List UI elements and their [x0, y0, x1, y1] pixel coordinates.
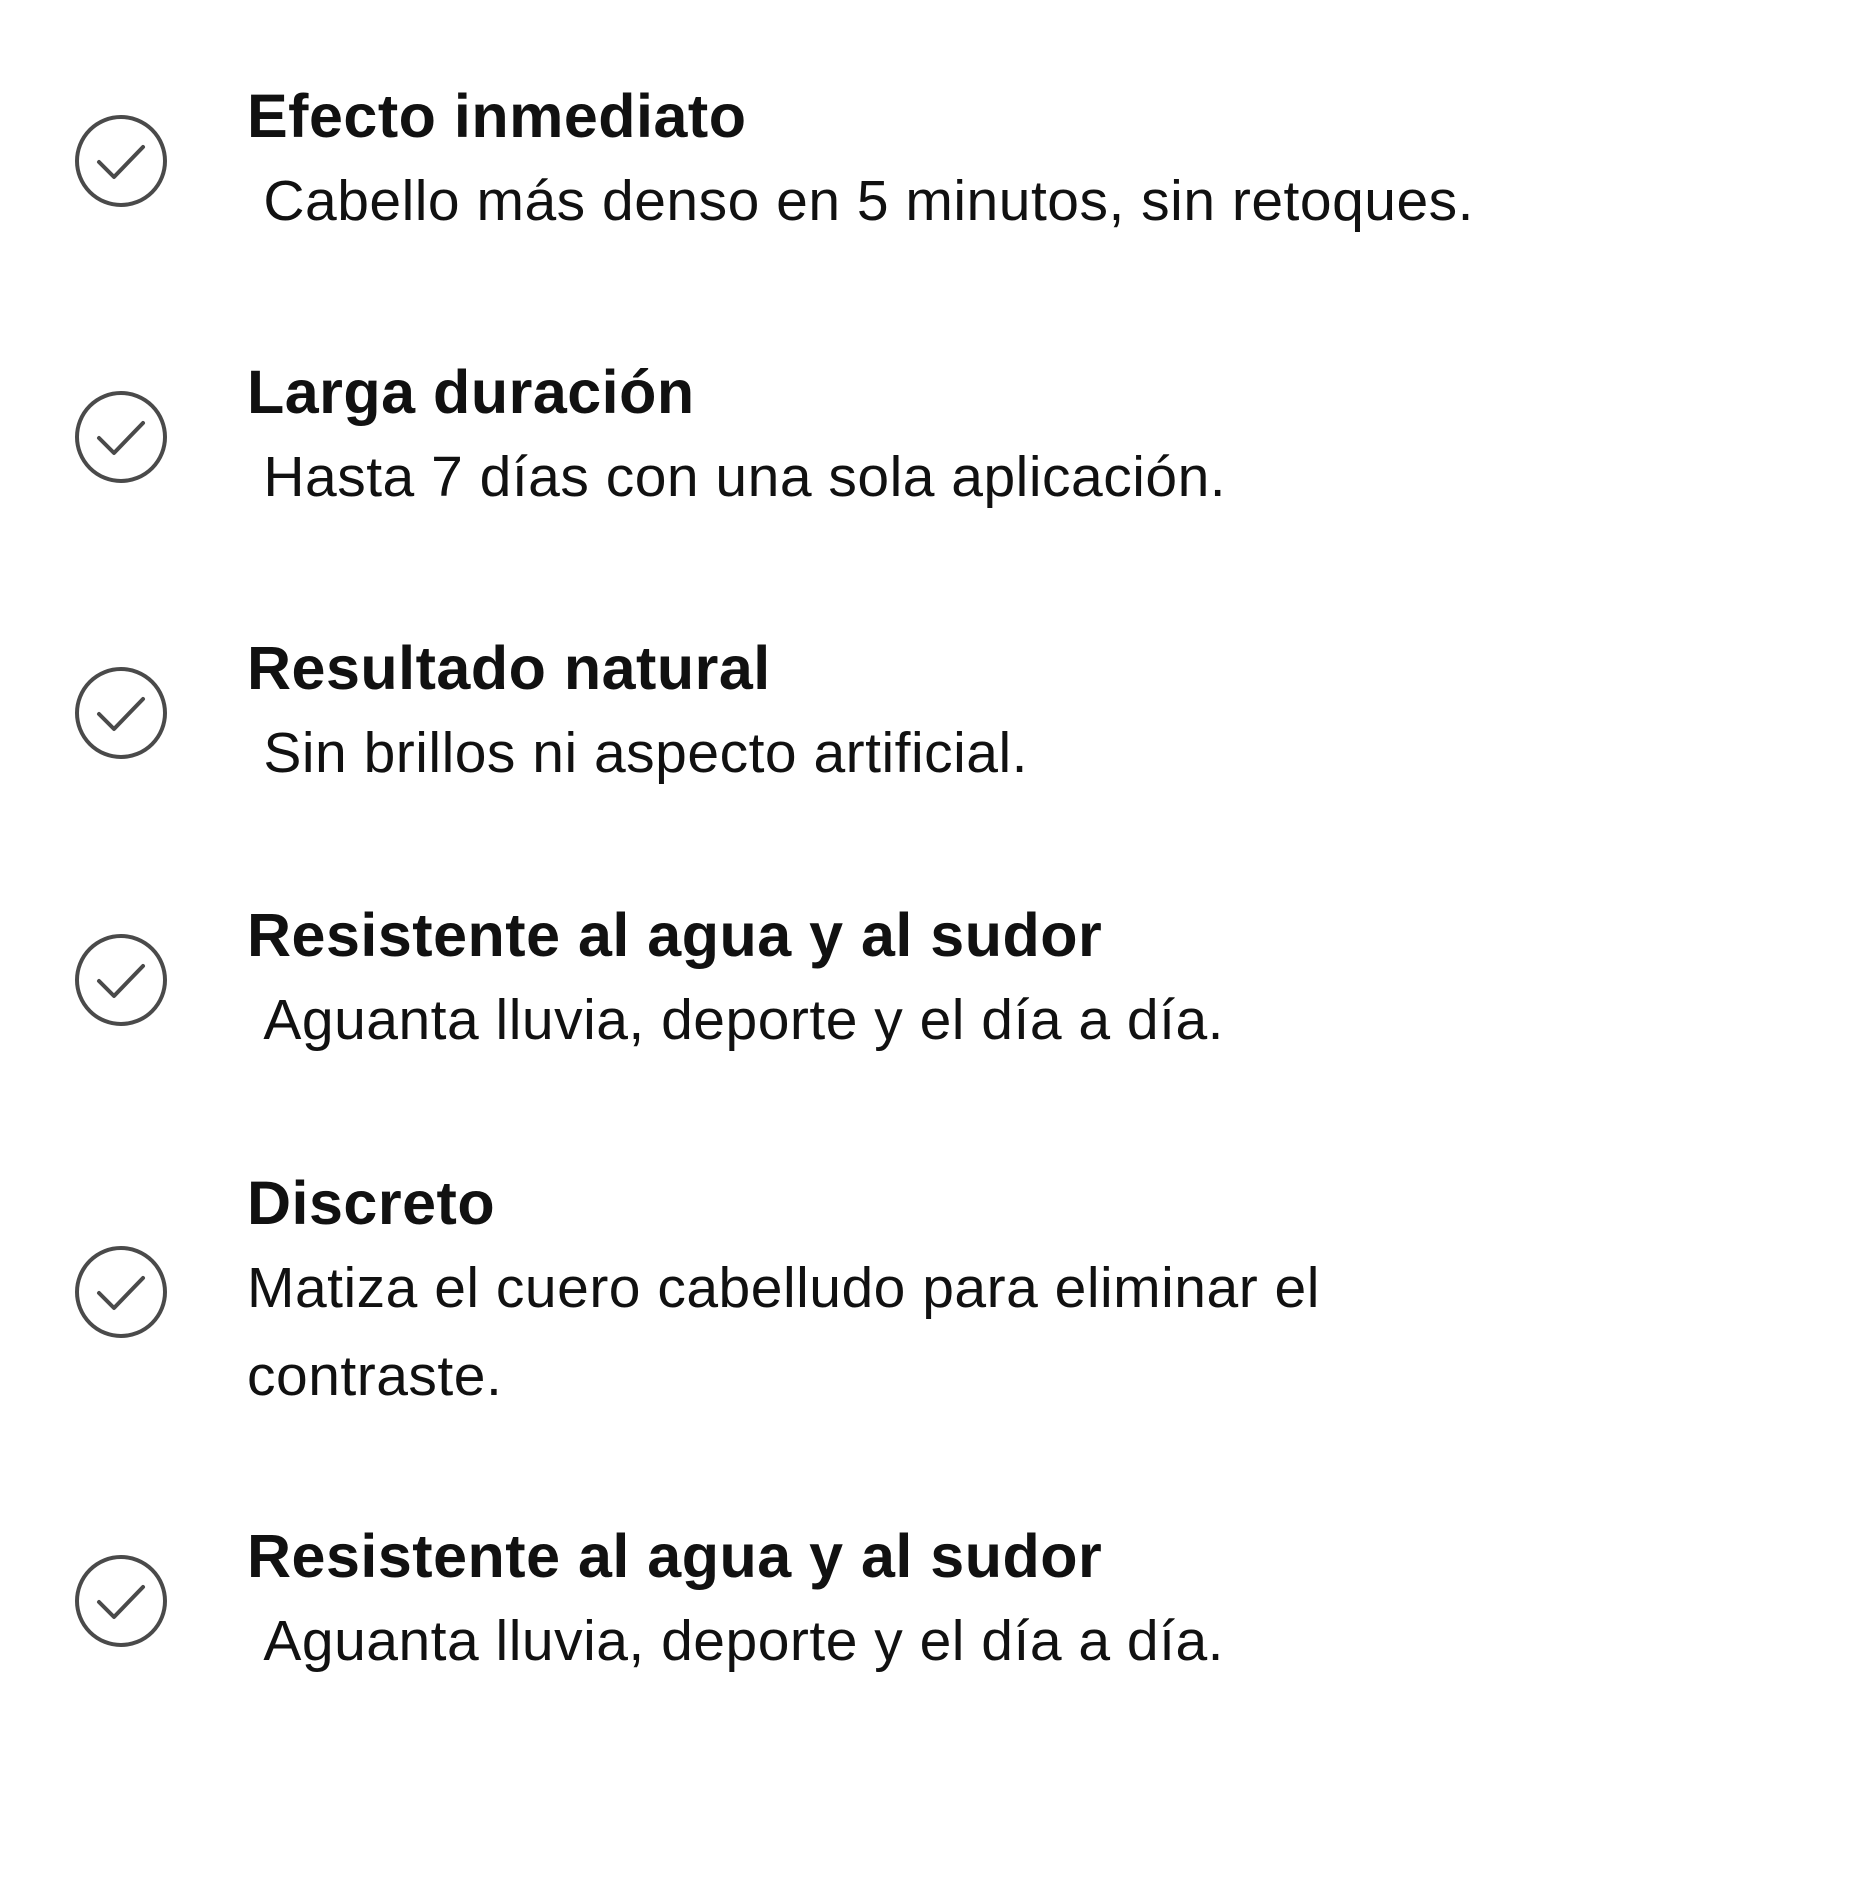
- feature-title: Discreto: [247, 1169, 496, 1237]
- feature-description: Sin brillos ni aspecto artificial.: [247, 721, 1028, 786]
- feature-text: [247, 356, 1787, 521]
- feature-text: [247, 1167, 1787, 1420]
- feature-text: [247, 899, 1787, 1064]
- feature-description: Aguanta lluvia, deporte y el día a día.: [247, 1609, 1224, 1674]
- check-circle-icon: [73, 389, 169, 485]
- check-circle-icon: [73, 113, 169, 209]
- feature-title: Resultado natural: [247, 634, 771, 702]
- feature-description: Matiza el cuero cabelludo para eliminar el contraste.: [247, 1256, 1337, 1409]
- feature-title: Larga duración: [247, 358, 695, 426]
- feature-title: Efecto inmediato: [247, 82, 747, 150]
- check-circle-icon: [73, 665, 169, 761]
- feature-description: Aguanta lluvia, deporte y el día a día.: [247, 988, 1224, 1053]
- check-circle-icon: [73, 932, 169, 1028]
- feature-description: Hasta 7 días con una sola aplicación.: [247, 445, 1227, 510]
- feature-title: Resistente al agua y al sudor: [247, 1522, 1103, 1590]
- feature-description: Cabello más denso en 5 minutos, sin retoques.: [247, 169, 1475, 234]
- check-circle-icon: [73, 1553, 169, 1649]
- feature-text: [247, 632, 1787, 797]
- feature-text: [247, 1520, 1787, 1685]
- check-circle-icon: [73, 1244, 169, 1340]
- feature-title: Resistente al agua y al sudor: [247, 901, 1103, 969]
- feature-text: [247, 80, 1787, 245]
